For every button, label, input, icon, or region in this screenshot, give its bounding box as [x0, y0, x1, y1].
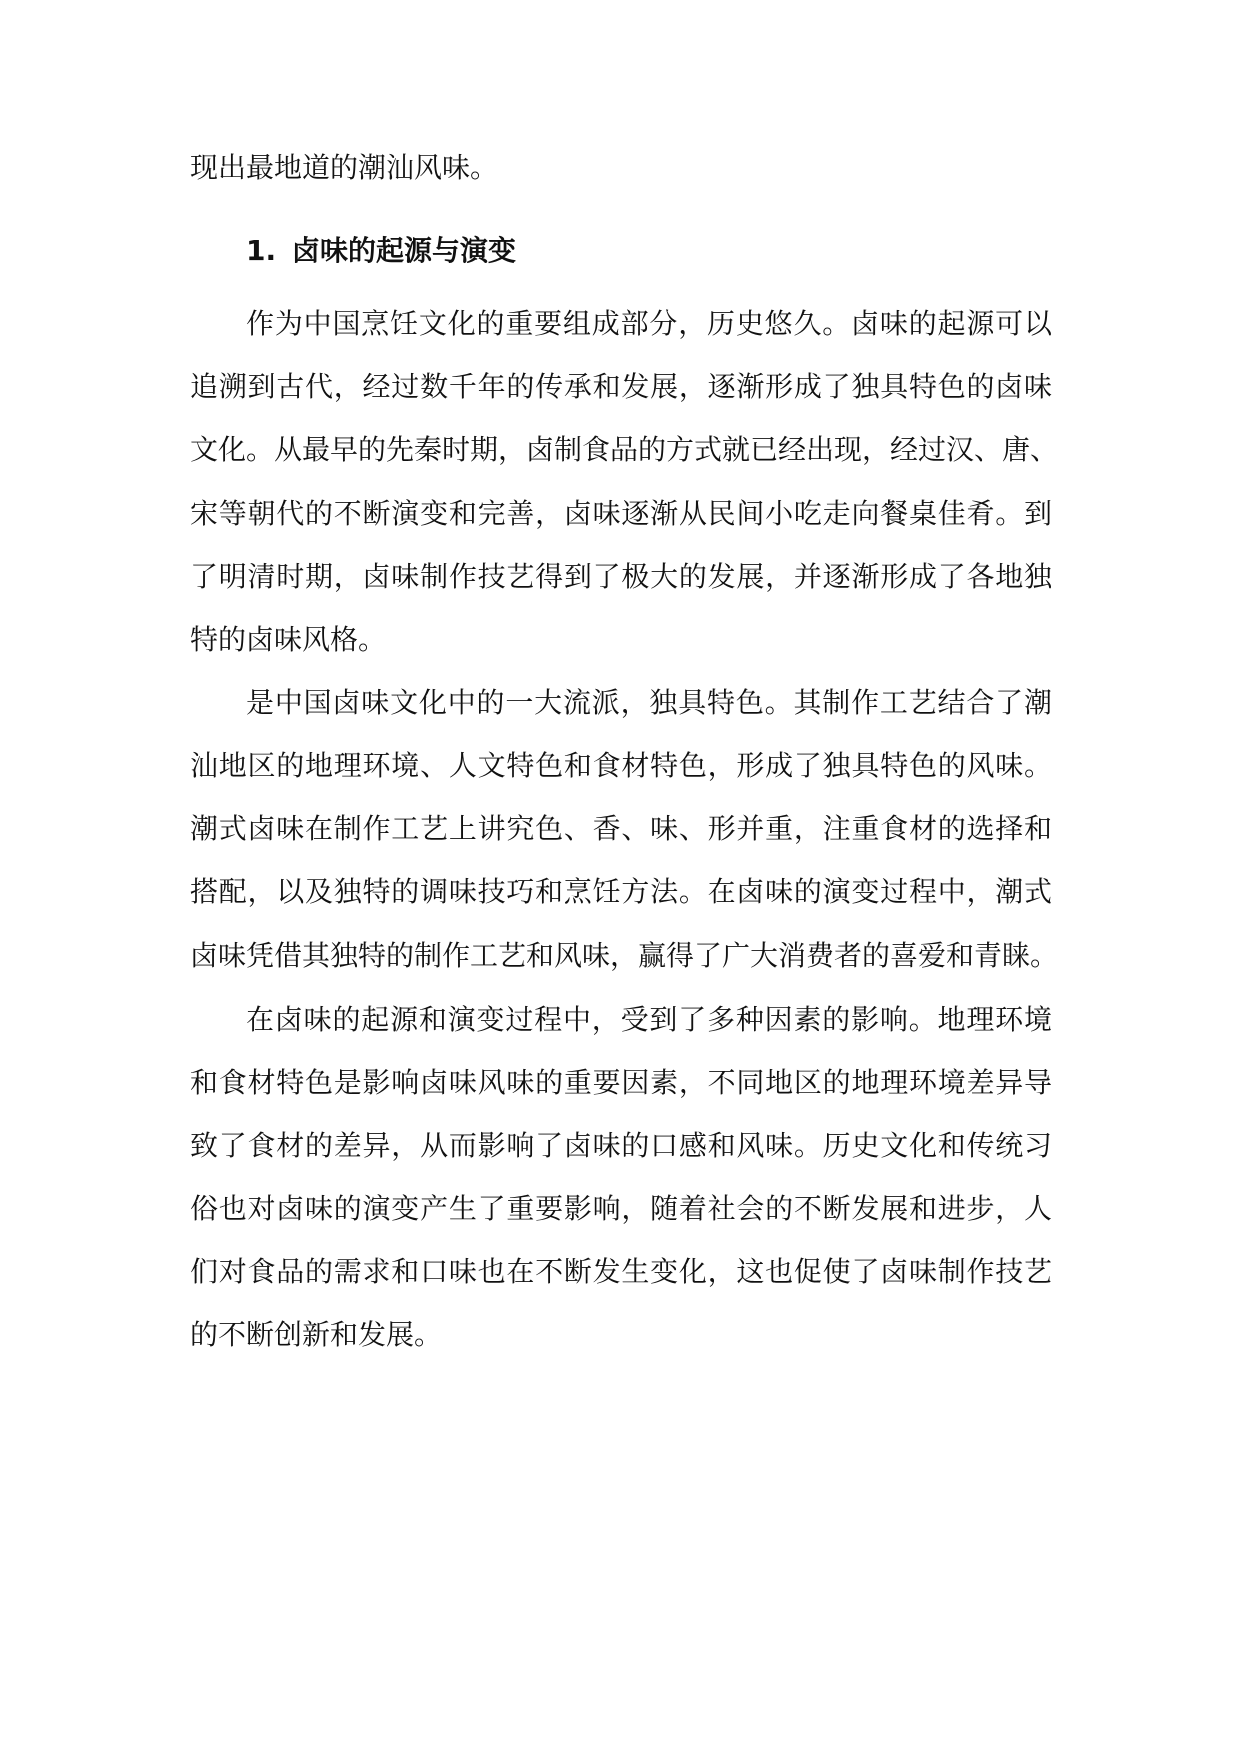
paragraph-line: 宋等朝代的不断演变和完善，卤味逐渐从民间小吃走向餐桌佳肴。到	[190, 497, 1052, 530]
paragraph-line: 在卤味的起源和演变过程中，受到了多种因素的影响。地理环境	[246, 1003, 1052, 1036]
paragraph-line: 们对食品的需求和口味也在不断发生变化，这也促使了卤味制作技艺	[190, 1255, 1052, 1288]
paragraph-line: 汕地区的地理环境、人文特色和食材特色，形成了独具特色的风味。	[190, 749, 1052, 782]
section-number: 1.	[246, 234, 277, 267]
intro-tail-line: 现出最地道的潮汕风味。	[190, 151, 499, 184]
paragraph-line: 的不断创新和发展。	[190, 1318, 443, 1351]
paragraph-line: 潮式卤味在制作工艺上讲究色、香、味、形并重，注重食材的选择和	[190, 812, 1052, 845]
section-heading	[246, 231, 516, 271]
paragraph-line: 俗也对卤味的演变产生了重要影响，随着社会的不断发展和进步，人	[190, 1192, 1052, 1225]
paragraph-line: 文化。从最早的先秦时期，卤制食品的方式就已经出现，经过汉、唐、	[190, 433, 1059, 466]
section-title: 卤味的起源与演变	[292, 234, 517, 267]
paragraph-line: 追溯到古代，经过数千年的传承和发展，逐渐形成了独具特色的卤味	[190, 370, 1052, 403]
paragraph-line: 搭配，以及独特的调味技巧和烹饪方法。在卤味的演变过程中，潮式	[190, 875, 1052, 908]
paragraph-line: 作为中国烹饪文化的重要组成部分，历史悠久。卤味的起源可以	[246, 307, 1052, 340]
paragraph-line: 特的卤味风格。	[190, 623, 387, 656]
paragraph-line: 卤味凭借其独特的制作工艺和风味，赢得了广大消费者的喜爱和青睐。	[190, 939, 1059, 972]
paragraph-line: 致了食材的差异，从而影响了卤味的口感和风味。历史文化和传统习	[190, 1129, 1052, 1162]
paragraph-line: 是中国卤味文化中的一大流派，独具特色。其制作工艺结合了潮	[246, 686, 1052, 719]
paragraph-line: 了明清时期，卤味制作技艺得到了极大的发展，并逐渐形成了各地独	[190, 560, 1052, 593]
paragraph-line: 和食材特色是影响卤味风味的重要因素，不同地区的地理环境差异导	[190, 1066, 1052, 1099]
